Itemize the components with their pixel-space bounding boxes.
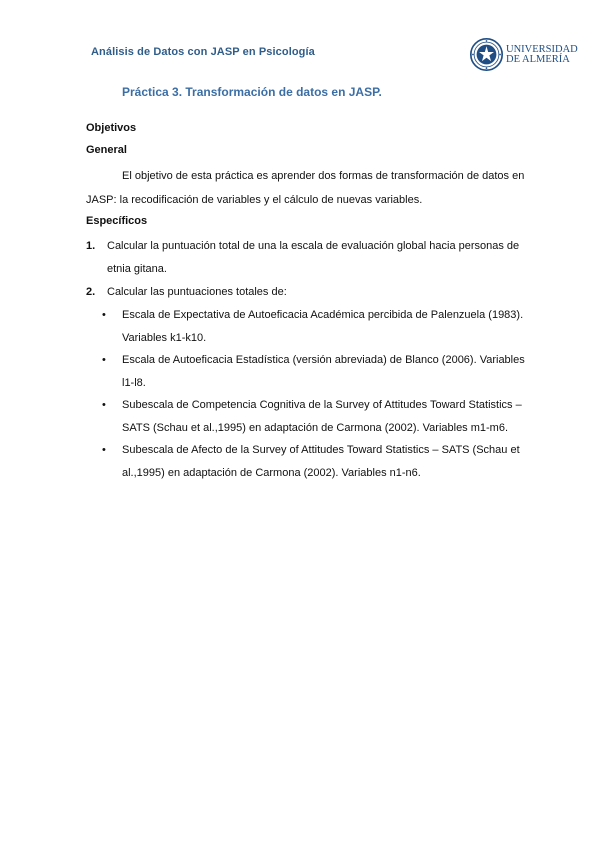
bullet-icon: • xyxy=(102,309,106,321)
list-item-text: Calcular la puntuación total de una la escala de evaluación global hacia personas de etnia gitana. xyxy=(107,240,520,275)
subitem-text: Escala de Expectativa de Autoeficacia Académica percibida de Palenzuela (1983). Variables k1-k10. xyxy=(122,309,524,344)
subitem xyxy=(102,394,526,439)
subitem xyxy=(102,349,526,394)
list-item-text: Calcular las puntuaciones totales de: xyxy=(107,286,287,298)
subitems-list xyxy=(102,304,526,484)
subitem-text: Escala de Autoeficacia Estadística (versión abreviada) de Blanco (2006). Variables l1-l8. xyxy=(122,354,525,389)
bullet-icon: • xyxy=(102,399,106,411)
list-item xyxy=(86,281,526,484)
bullet-icon: • xyxy=(102,444,106,456)
specific-objectives-list xyxy=(86,235,526,484)
list-item-number: 2. xyxy=(86,286,96,298)
university-logo xyxy=(470,38,578,72)
list-item-number: 1. xyxy=(86,240,96,252)
general-paragraph: El objetivo de esta práctica es aprender dos formas de transformación de datos en JASP: la recodificación de variables y el cálculo de nuevas variables. xyxy=(86,170,525,206)
document-title: Práctica 3. Transformación de datos en JASP. xyxy=(122,85,382,99)
list-item xyxy=(86,235,526,281)
document-body xyxy=(86,120,526,484)
header-title: Análisis de Datos con JASP en Psicología xyxy=(91,46,315,58)
objectives-heading: Objetivos xyxy=(86,122,137,134)
logo-text xyxy=(506,45,578,65)
subitem-text: Subescala de Afecto de la Survey of Attitudes Toward Statistics – SATS (Schau et al.,1995) en adaptación de Carmona (2002). Variables n1-n6. xyxy=(122,444,520,479)
logo-line-1: UNIVERSIDAD xyxy=(506,44,578,55)
logo-line-2: DE ALMERÍA xyxy=(506,54,570,65)
specific-heading: Específicos xyxy=(86,215,148,227)
subitem-text: Subescala de Competencia Cognitiva de la Survey of Attitudes Toward Statistics –SATS (Schau et al.,1995) en adaptación de Carmona (2002). Variables m1-m6. xyxy=(122,399,522,434)
university-seal-icon xyxy=(470,38,503,71)
general-heading: General xyxy=(86,144,127,156)
subitem xyxy=(102,439,526,484)
bullet-icon: • xyxy=(102,354,106,366)
subitem xyxy=(102,304,526,349)
